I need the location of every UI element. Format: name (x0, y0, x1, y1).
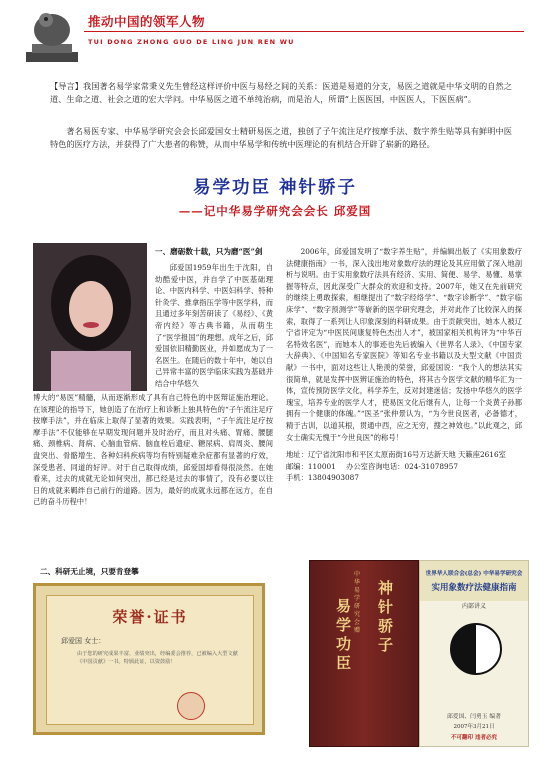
seal-stamp-icon (177, 692, 205, 720)
honor-banner (309, 560, 419, 747)
contact-mobile: 手机：13804903087 (286, 473, 359, 483)
intro-paragraph: 【导言】我国著名易学家常秉义先生曾经这样评价中医与易经之间的关系：医道是易道的分支，易医之道就是中华文明的自然之道、生命之道、社会之道的宏大学问。中华易医之道不单纯治病，而是治人，所谓“上医医国，中医医人，下医医病”。 (50, 81, 512, 104)
lion-statue-icon (22, 6, 82, 64)
body-text: 博大的“易医”精髓，从而逐渐形成了具有自己特色的中医辩证施治理论。在该理论的指导下，她创造了在治疗上和诊断上独具特色的“子午流注足疗按摩手法”，并在临床上取得了显著的效果。实践表明，“子午流注足疗按摩手法”不仅能够在早期发现问题并及时治疗，而且对头痛、胃痛、腰腿痛、颈椎病、肾病、心脑血管病、脑血栓后遗症、糖尿病、肩周炎、腰间盘突出、骨骼增生、各种妇科疾病等均有特别疑难杂症都有显著的疗效，深受患者、同道的好评。对于自己取得成绩，邱爱国却看得很淡然。在她看来，过去的成就无论如何突出，都已经是过去的事情了，没有必要以往日的成就来羁绊自己前行的道路。因为，最好的成就永远都在远方，在自己的奋斗历程中！ (33, 393, 273, 507)
header-divider (84, 31, 524, 32)
certificate-recipient: 邱爱国 女士： (61, 637, 106, 645)
book-authors: 邱爱国、闫勇玉 编著 (446, 714, 501, 720)
book-stamp: 不可翻印 违者必究 (451, 735, 497, 741)
article-title: 易学功臣 神针骄子 (192, 178, 358, 198)
banner-text: 神针骄子 (378, 579, 394, 654)
banner-text: 易学功臣 (336, 597, 352, 672)
column-title: 推动中国的领军人物 (88, 14, 206, 29)
book-title: 实用象数疗法健康指南 (431, 583, 517, 593)
contact-address: 地址：辽宁省沈阳市和平区太原南街16号万达新天地 天籁座2616室 (286, 450, 506, 460)
column-pinyin: TUI DONG ZHONG GUO DE LING JUN REN WU (88, 38, 295, 46)
certificate-title: 荣誉·证书 (112, 608, 188, 626)
book-cover (419, 560, 529, 747)
body-text: 2006年，邱爱国发明了“数字养生贴”，并编辑出版了《实用象数疗法健康指南》一书，深入浅出地对象数疗法的理论及其应用做了深入地剖析与说明。由于实用象数疗法具有经济、实用、简便、易学、易懂、易掌握等特点，因此深受广大群众的欢迎和支持。2007年，她又在先前研究的继续上勇敢探索，相继提出了“数字经络学”、“数字诊断学”、“数字临床学”、“数字预测学”等崭新的医学研究理念，并对此作了比较深入的探索，取得了一系列让人印象深刻的科研成果。由于贡献突出，她本人被辽宁省评定为“中医民间康复特色杰出人才”，被国家相关机构评为“中华百名特效名医”，而她本人的事迹也先后被编入《世界名人录》、《中国专家大辞典》、《中国知名专家医院》等知名专业书籍以及大型文献《中国贡献》一书中，面对这些让人艳羡的荣誉，邱爱国说：“我个人的想法其实很简单，就是发挥中医辨证施治的特色，将其古今医学文献的精华汇为一体，宣传预防医学文化，科学养生，反对封建迷信；发扬中华悠久的医学瑰宝，培养专业的医学人才，使易医文化后继有人，让每一个炎黄子孙都拥有一个健康的体魄。”“医圣”张仲景认为，“为今世良医者，必备德才，精于古训，以道其根，贯通中西，应之无穷，搜之神效也。”以此观之，邱女士确实无愧于“今世良医”的称号！ (286, 247, 522, 442)
section-heading: 一、磨砺数十载，只为磨“医”剑 (155, 247, 263, 256)
book-subtitle: 内部讲义 (461, 603, 486, 610)
body-text: 邱爱国1959年出生于沈阳，自幼酷爱中医，并自学了中医基础理论、中医内科学、中医妇科学、特种针灸学、推拿指压学等中医学科，而且通过多年刻苦研读了《易经》、《黄帝内经》等古典书籍，从而萌生了“医学报国”的理想。成年之后，邱爱国依旧精勤医业，并如愿成为了一名医生。在随后的数十年中，她以自己异常丰富的医学临床实践为基础并结合中华悠久 (155, 263, 273, 388)
yin-yang-icon (450, 623, 502, 675)
certificate-inner (46, 595, 254, 725)
right-column (286, 246, 522, 484)
article-subtitle: ——记中华易学研究会会长 邱爱国 (178, 204, 372, 218)
section-heading: 二、科研无止境，只要肯登攀 (40, 567, 139, 576)
honor-certificate (33, 583, 265, 735)
intro-paragraph: 著名易医专家、中华易学研究会会长邱爱国女士精研易医之道，独创了子午流注足疗按摩手法、数字养生贴等具有鲜明中医特色的医疗方法，并获得了广大患者的称赞，从而中华易学和传统中医理论的有机结合开辟了崭新的路径。 (50, 126, 512, 149)
contact-office-phone: 办公室咨询电话：024-31078957 (346, 461, 458, 471)
portrait-photo (33, 243, 147, 391)
book-organization: 世界华人联合会(总会) 中华易学研究会 (425, 571, 523, 577)
certificate-text: 由于您的研究成果丰富、业绩突出，经编委会推荐，已被编入大型文献《中国贡献》一书。特颁此证，以资鼓励！ (77, 651, 238, 665)
contact-line (286, 461, 522, 473)
book-date: 2007年3月21日 (453, 724, 495, 730)
banner-dedication: 中华易学研究会赠 (354, 571, 361, 634)
contact-postal: 邮编：110001 (286, 461, 336, 471)
